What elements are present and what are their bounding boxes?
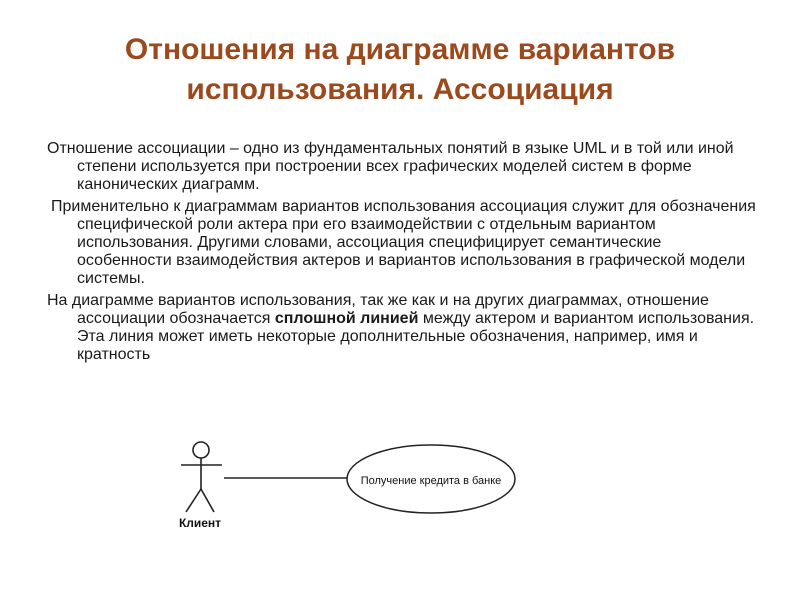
paragraph-3-bold-term: сплошной линией [274, 310, 419, 327]
slide-title-line2: использования. Ассоциация [186, 73, 614, 106]
use-case-label: Получение кредита в банке [360, 475, 502, 487]
paragraph-3-text-end: между актером и вариантом использования. Эта линия может иметь некоторые дополнительные обозначения, например, имя и кратность [77, 310, 755, 363]
slide-title-line1: Отношения на диаграмме вариантов [124, 33, 676, 66]
paragraph-2: Применительно к диаграммам вариантов использования ассоциация служит для обозначения специфической роли актера при его взаимодействии с отдельным вариантом использования. Другими словами, ассоциация специфицирует семантические особенности взаимодействия актеров и вариантов использования в графической модели системы. [51, 198, 756, 287]
paragraph-1: Отношение ассоциации – одно из фундаментальных понятий в языке UML и в той или иной степени используется при построении всех графических моделей систем в форме канонических диаграмм. [47, 140, 734, 193]
actor-label: Клиент [178, 516, 222, 530]
actor-stick-figure-icon [181, 442, 222, 512]
paragraph-3-text-start: На диаграмме вариантов использования, так же как и на других диаграммах, отношение ассоциации обозначается [47, 292, 709, 327]
